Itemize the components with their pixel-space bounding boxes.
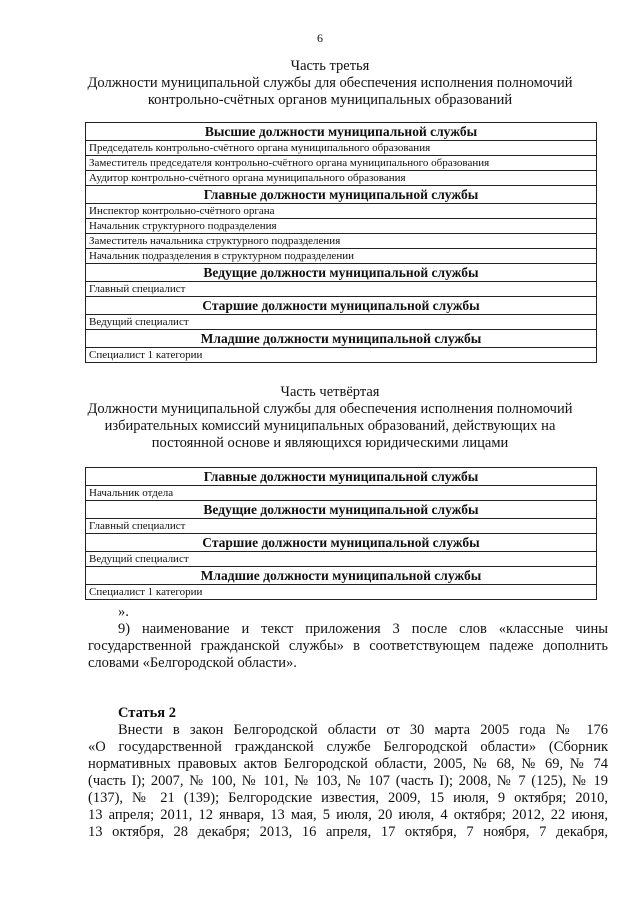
position-row (86, 141, 597, 156)
position-row (86, 249, 597, 264)
article2-title: Статья 2 (118, 705, 176, 721)
article2-line: Внести в закон Белгородской области от 30 марта 2005 года № 176 (118, 722, 608, 738)
position-row (86, 234, 597, 249)
part3-positions-table (85, 122, 597, 363)
article2-line: (часть I); 2007, № 100, № 101, № 103, № 107 (часть I); 2008, № 7 (125), № 19 (88, 773, 608, 789)
category-row (86, 186, 597, 204)
category-cell: Высшие должности муниципальной службы (86, 123, 597, 141)
article2-line: (137), № 21 (139); Белгородские известия, 2009, 15 июля, 9 октября; 2010, (88, 790, 608, 806)
position-cell: Начальник отдела (86, 486, 597, 501)
position-cell: Главный специалист (86, 519, 597, 534)
position-row (86, 282, 597, 297)
position-row (86, 204, 597, 219)
position-cell: Специалист 1 категории (86, 348, 597, 363)
position-cell: Ведущий специалист (86, 552, 597, 567)
item9-line: государственной гражданской службы» в соответствующем падеже дополнить (88, 638, 608, 654)
position-cell: Инспектор контрольно-счётного органа (86, 204, 597, 219)
category-row (86, 297, 597, 315)
category-cell: Младшие должности муниципальной службы (86, 567, 597, 585)
position-row (86, 315, 597, 330)
category-cell: Старшие должности муниципальной службы (86, 534, 597, 552)
category-cell: Ведущие должности муниципальной службы (86, 264, 597, 282)
category-cell: Главные должности муниципальной службы (86, 186, 597, 204)
position-row (86, 171, 597, 186)
article2-paragraph (88, 722, 608, 841)
position-cell: Заместитель начальника структурного подразделения (86, 234, 597, 249)
article2-line: 13 октября, 28 декабря; 2013, 16 апреля, 17 октября, 7 ноября, 7 декабря, (88, 824, 608, 840)
item9-line: словами «Белгородской области». (88, 655, 297, 671)
category-row (86, 567, 597, 585)
page-number: 6 (317, 31, 323, 45)
part4-heading (60, 384, 600, 452)
category-row (86, 534, 597, 552)
category-cell: Старшие должности муниципальной службы (86, 297, 597, 315)
part4-subtitle-line: Должности муниципальной службы для обеспечения исполнения полномочий (87, 401, 573, 417)
position-cell: Заместитель председателя контрольно-счётного органа муниципального образования (86, 156, 597, 171)
position-row (86, 519, 597, 534)
category-row (86, 501, 597, 519)
category-cell: Ведущие должности муниципальной службы (86, 501, 597, 519)
position-cell: Председатель контрольно-счётного органа муниципального образования (86, 141, 597, 156)
part3-subtitle-line: Должности муниципальной службы для обеспечения исполнения полномочий (87, 75, 573, 91)
position-row (86, 585, 597, 600)
item9-line: 9) наименование и текст приложения 3 после слов «классные чины (118, 621, 608, 637)
part3-heading (60, 58, 600, 109)
position-cell: Специалист 1 категории (86, 585, 597, 600)
position-row (86, 552, 597, 567)
position-cell: Начальник структурного подразделения (86, 219, 597, 234)
position-row (86, 156, 597, 171)
part3-subtitle-line: контрольно-счётных органов муниципальных образований (147, 92, 513, 108)
article2-line: «О государственной гражданской службе Белгородской области» (Сборник (88, 739, 608, 755)
category-row (86, 330, 597, 348)
category-row (86, 123, 597, 141)
part4-subtitle-line: постоянной основе и являющихся юридическими лицами (151, 435, 509, 451)
category-row (86, 264, 597, 282)
closing-quote: ». (118, 604, 129, 620)
article2-line: нормативных правовых актов Белгородской области, 2005, № 68, № 69, № 74 (88, 756, 608, 772)
item9-paragraph (88, 621, 608, 672)
position-cell: Главный специалист (86, 282, 597, 297)
part3-title: Часть третья (290, 58, 370, 74)
position-cell: Начальник подразделения в структурном подразделении (86, 249, 597, 264)
category-cell: Главные должности муниципальной службы (86, 468, 597, 486)
position-row (86, 219, 597, 234)
category-cell: Младшие должности муниципальной службы (86, 330, 597, 348)
position-row (86, 348, 597, 363)
article2-line: 13 апреля; 2011, 12 января, 13 мая, 5 июля, 20 июля, 4 октября; 2012, 22 июня, (88, 807, 608, 823)
part4-subtitle-line: избирательных комиссий муниципальных образований, действующих на (104, 418, 556, 434)
category-row (86, 468, 597, 486)
part4-title: Часть четвёртая (280, 384, 380, 400)
position-row (86, 486, 597, 501)
position-cell: Аудитор контрольно-счётного органа муниципального образования (86, 171, 597, 186)
position-cell: Ведущий специалист (86, 315, 597, 330)
part4-positions-table (85, 467, 597, 600)
